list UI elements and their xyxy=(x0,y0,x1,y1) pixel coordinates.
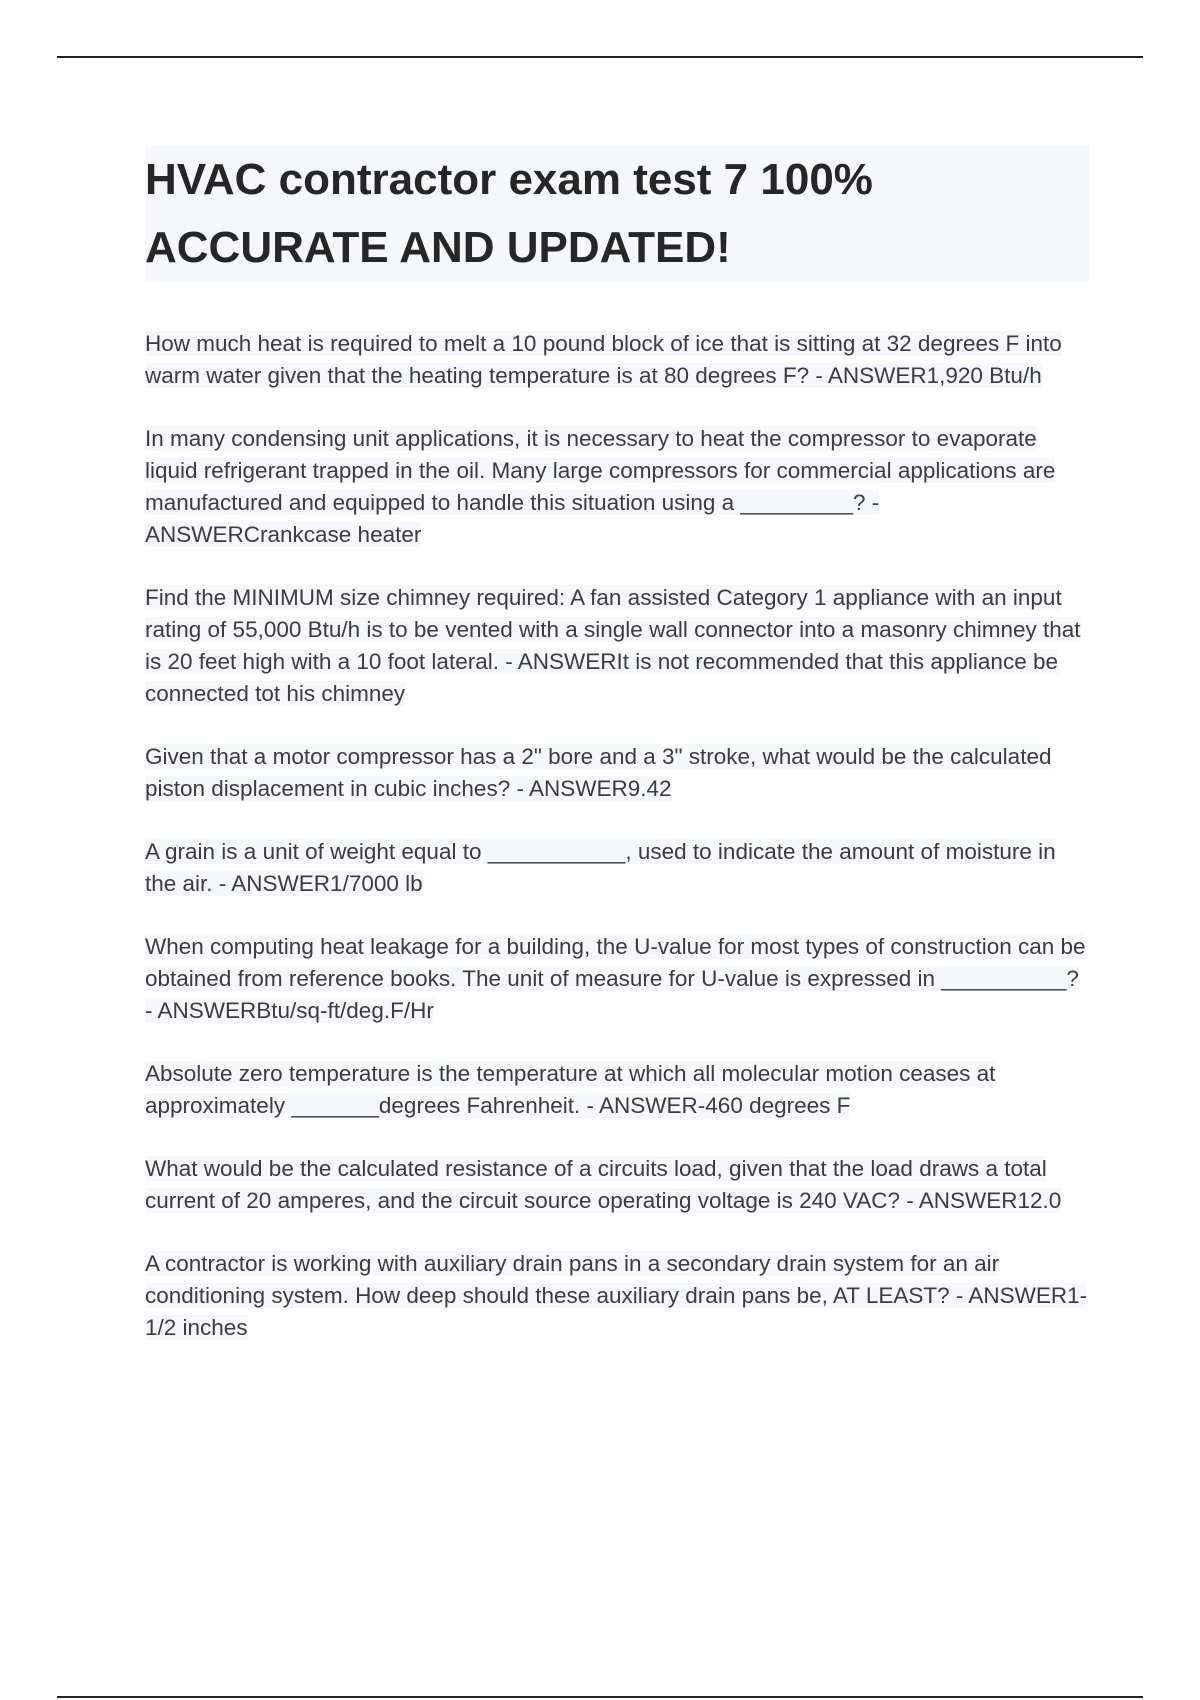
qa-list xyxy=(145,328,1089,1344)
qa-item-3 xyxy=(145,582,1089,710)
qa-item-1 xyxy=(145,328,1089,392)
qa-item-text: A grain is a unit of weight equal to ___________, used to indicate the amount of moisture in the air. - ANSWER1/7000 lb xyxy=(145,839,1056,896)
top-divider xyxy=(57,56,1143,58)
qa-item-text: In many condensing unit applications, it is necessary to heat the compressor to evaporate liquid refrigerant trapped in the oil. Many large compressors for commercial applications are manufactured and equipped to handle this situation using a _________? - ANSWERCrankcase heater xyxy=(145,426,1056,547)
qa-item-text: Given that a motor compressor has a 2" bore and a 3" stroke, what would be the calculated piston displacement in cubic inches? - ANSWER9.42 xyxy=(145,744,1052,801)
qa-item-text: When computing heat leakage for a building, the U-value for most types of construction can be obtained from reference books. The unit of measure for U-value is expressed in __________? - ANSWERBtu/sq-ft/deg.F/Hr xyxy=(145,934,1086,1023)
qa-item-2 xyxy=(145,423,1089,551)
document-title: HVAC contractor exam test 7 100% ACCURATE AND UPDATED! xyxy=(145,146,1089,282)
qa-item-text: What would be the calculated resistance of a circuits load, given that the load draws a total current of 20 amperes, and the circuit source operating voltage is 240 VAC? - ANSWER12.0 xyxy=(145,1156,1062,1213)
qa-item-text: Find the MINIMUM size chimney required: A fan assisted Category 1 appliance with an input rating of 55,000 Btu/h is to be vented with a single wall connector into a masonry chimney that is 20 feet high with a 10 foot lateral. - ANSWERIt is not recommended that this appliance be connected tot his chimney xyxy=(145,585,1081,706)
qa-item-6 xyxy=(145,931,1089,1027)
qa-item-text: Absolute zero temperature is the temperature at which all molecular motion ceases at approximately _______degrees Fahrenheit. - ANSWER-460 degrees F xyxy=(145,1061,996,1118)
qa-item-text: How much heat is required to melt a 10 pound block of ice that is sitting at 32 degrees F into warm water given that the heating temperature is at 80 degrees F? - ANSWER1,920 Btu/h xyxy=(145,331,1062,388)
bottom-divider xyxy=(57,1696,1143,1698)
qa-item-5 xyxy=(145,836,1089,900)
document-body xyxy=(145,146,1089,1375)
qa-item-4 xyxy=(145,741,1089,805)
qa-item-text: A contractor is working with auxiliary drain pans in a secondary drain system for an air conditioning system. How deep should these auxiliary drain pans be, AT LEAST? - ANSWER1-1/2 inches xyxy=(145,1251,1088,1340)
qa-item-7 xyxy=(145,1058,1089,1122)
qa-item-8 xyxy=(145,1153,1089,1217)
qa-item-9 xyxy=(145,1248,1089,1344)
